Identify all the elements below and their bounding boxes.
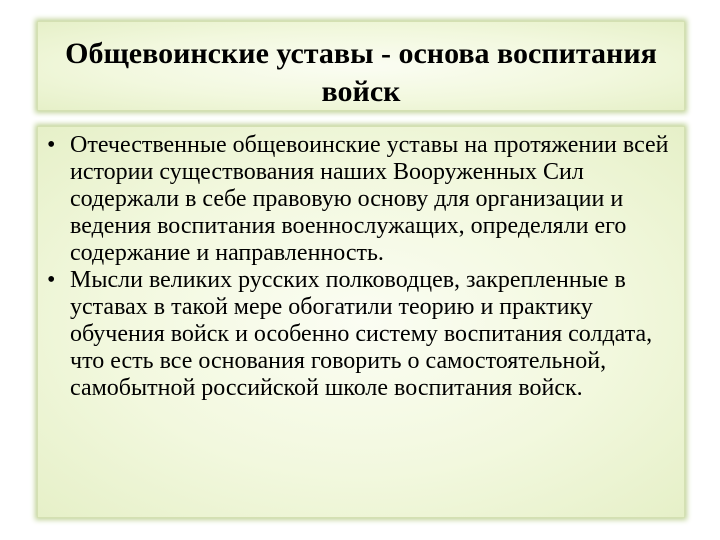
bullet-text: Отечественные общевоинские уставы на протяжении всей истории существования наших Вооруженных Сил содержали в себе правовую основу для организации и ведения воспитания военнослужащих, определяли его содержание и направленность.	[70, 132, 669, 266]
bullet-list	[38, 132, 678, 402]
bullet-item	[38, 132, 678, 267]
content-panel	[37, 126, 685, 518]
title-panel	[37, 21, 685, 111]
bullet-marker: •	[47, 267, 56, 293]
bullet-marker: •	[47, 132, 56, 158]
bullet-item	[38, 267, 678, 402]
bullet-text: Мысли великих русских полководцев, закрепленные в уставах в такой мере обогатили теорию и практику обучения войск и особенно систему воспитания солдата, что есть все основания говорить о самостоятельной, самобытной российской школе воспитания войск.	[70, 267, 653, 401]
slide-title: Общевоинские уставы - основа воспитания войск	[65, 37, 657, 108]
